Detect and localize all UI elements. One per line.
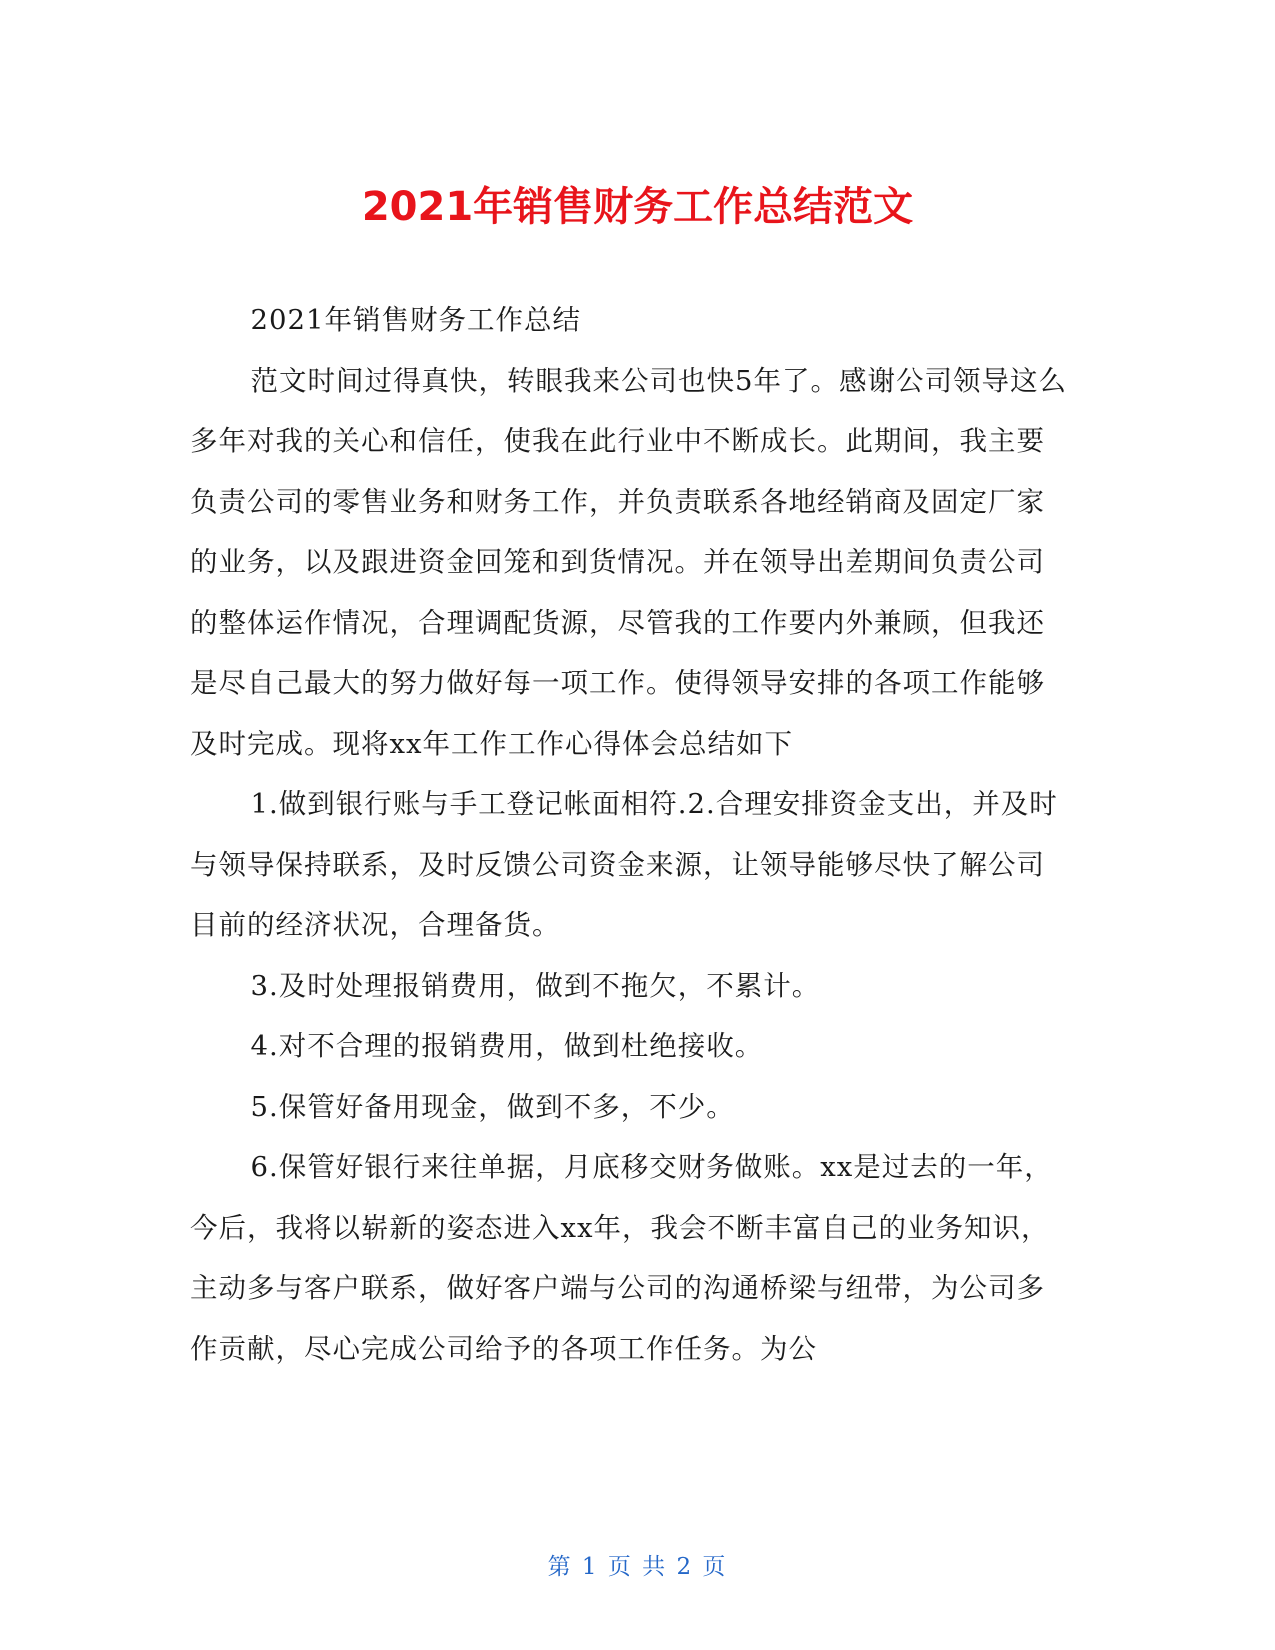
document-title: 2021年销售财务工作总结范文	[361, 183, 914, 230]
paragraph-intro: 范文时间过得真快，转眼我来公司也快5年了。感谢公司领导这么多年对我的关心和信任，使我在此行业中不断成长。此期间，我主要负责公司的零售业务和财务工作，并负责联系各地经销商及固定厂家的业务，以及跟进资金回笼和到货情况。并在领导出差期间负责公司的整体运作情况，合理调配货源，尽管我的工作要内外兼顾，但我还是尽自己最大的努力做好每一项工作。使得领导安排的各项工作能够及时完成。现将xx年工作工作心得体会总结如下	[190, 364, 1067, 760]
paragraph-item-5: 5.保管好备用现金，做到不多，不少。	[250, 1090, 735, 1123]
paragraph-item-1-2: 1.做到银行账与手工登记帐面相符.2.合理安排资金支出，并及时与领导保持联系，及时反馈公司资金来源，让领导能够尽快了解公司目前的经济状况，合理备货。	[190, 788, 1058, 941]
page-footer: 第 1 页 共 2 页	[547, 1554, 728, 1580]
paragraph-item-3: 3.及时处理报销费用，做到不拖欠，不累计。	[250, 969, 821, 1002]
paragraph-heading: 2021年销售财务工作总结	[250, 304, 581, 336]
paragraph-item-6: 6.保管好银行来往单据，月底移交财务做账。xx是过去的一年，今后，我将以崭新的姿态进入xx年，我会不断丰富自己的业务知识，主动多与客户联系，做好客户端与公司的沟通桥梁与纽带，为公司多作贡献，尽心完成公司给予的各项工作任务。为公	[190, 1151, 1053, 1365]
document-body	[190, 290, 1072, 1379]
paragraph-item-4: 4.对不合理的报销费用，做到杜绝接收。	[250, 1030, 764, 1062]
